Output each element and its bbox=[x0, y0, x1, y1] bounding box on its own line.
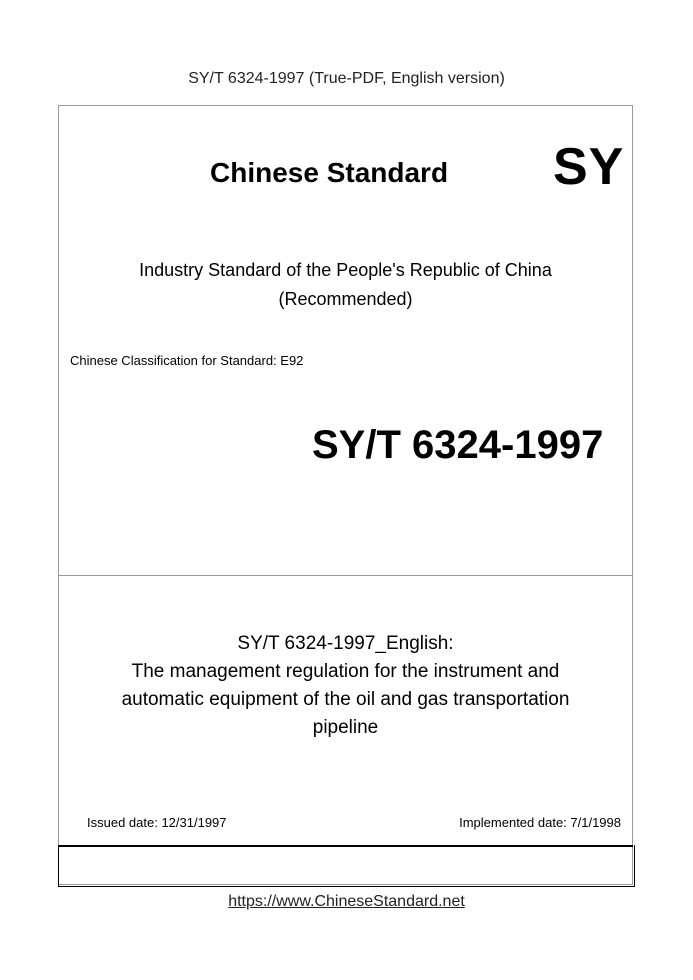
implemented-date: Implemented date: 7/1/1998 bbox=[459, 815, 621, 830]
cover-title: Chinese Standard bbox=[210, 157, 449, 188]
code-mark: SY bbox=[553, 138, 625, 196]
website-link[interactable]: https://www.ChineseStandard.net bbox=[228, 893, 465, 910]
doc-title-line: SY/T 6324-1997_English: bbox=[237, 633, 454, 654]
document-title bbox=[58, 630, 633, 742]
page-header: SY/T 6324-1997 (True-PDF, English version) bbox=[188, 70, 505, 87]
standard-number: SY/T 6324-1997 bbox=[312, 423, 604, 467]
cover-frame bbox=[58, 105, 633, 885]
bottom-divider bbox=[58, 845, 633, 847]
classification: Chinese Classification for Standard: E92 bbox=[70, 353, 304, 368]
doc-title-line: pipeline bbox=[312, 717, 379, 738]
doc-title-line: automatic equipment of the oil and gas transportation bbox=[121, 689, 570, 710]
doc-title-line: The management regulation for the instrument and bbox=[131, 661, 560, 682]
subtitle-line: Industry Standard of the People's Republic of China bbox=[139, 260, 552, 280]
subtitle-line: (Recommended) bbox=[278, 289, 413, 309]
cover-subtitle bbox=[58, 256, 633, 314]
bottom-frame bbox=[58, 845, 635, 887]
issued-date: Issued date: 12/31/1997 bbox=[87, 815, 227, 830]
section-divider bbox=[58, 575, 633, 576]
